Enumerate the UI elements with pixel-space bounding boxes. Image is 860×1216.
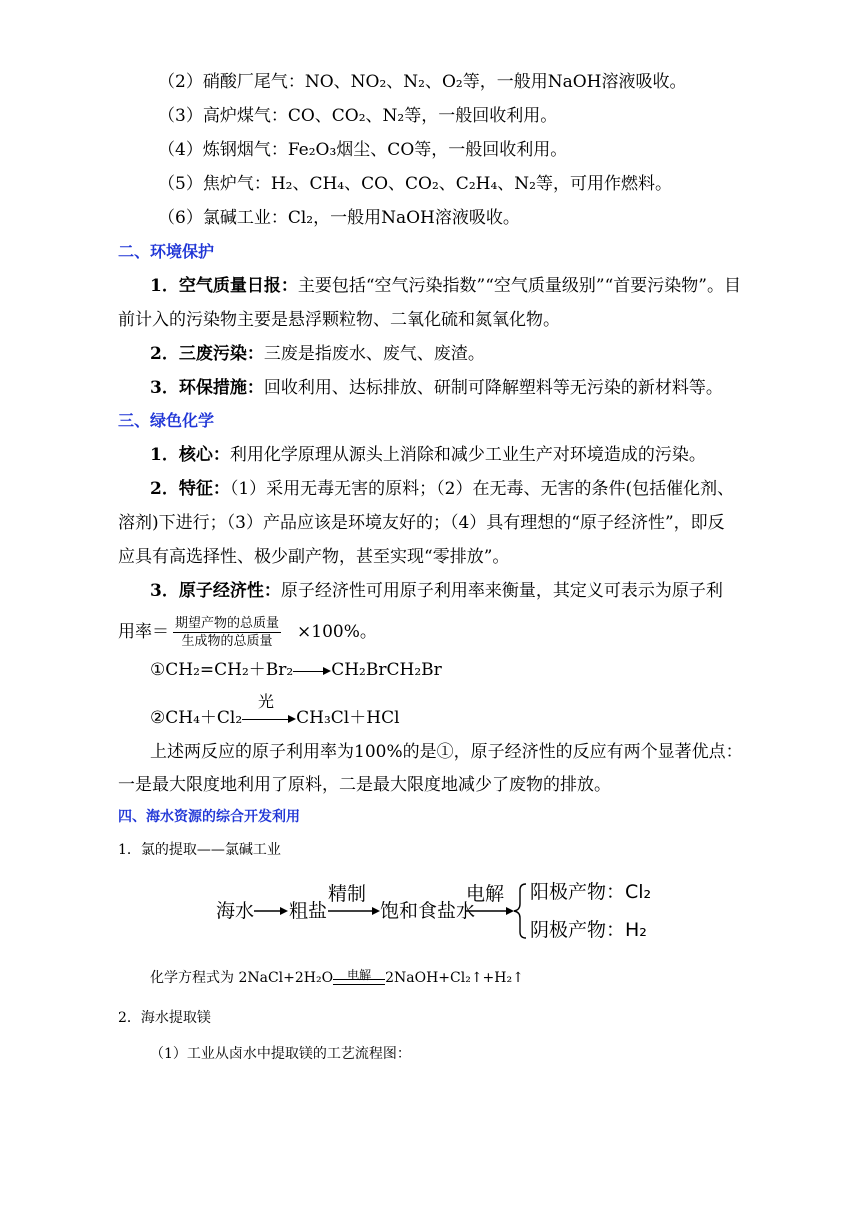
green-point-3-text: 原子经济性可用原子利用率来衡量，其定义可表示为原子利: [280, 581, 723, 601]
magnesium-process-subtitle: （1）工业从卤水中提取镁的工艺流程图：: [150, 1046, 411, 1062]
flow-arrowhead-1: [280, 907, 288, 915]
env-point-3: [150, 376, 723, 400]
equation-equals-sign: [333, 968, 385, 988]
tail-gas-coke: （5）焦炉气：H₂、CH₄、CO、CO₂、C₂H₄、N₂等，可用作燃料。: [158, 174, 672, 194]
reaction-arrow-icon: [293, 665, 331, 677]
flow-label-refine: 精制: [328, 883, 367, 905]
reaction-1-reactants: ①CH₂=CH₂＋Br₂: [150, 660, 294, 680]
flow-brace: [514, 884, 526, 938]
green-point-2-cont2: 应具有高选择性、极少副产物，甚至实现“零排放”。: [118, 547, 510, 567]
reaction-2: [150, 706, 400, 730]
env-point-1-title: 1．空气质量日报：: [150, 276, 298, 296]
reaction-1-products: CH₂BrCH₂Br: [331, 660, 442, 680]
flow-output-cathode: 阴极产物：H₂: [530, 919, 647, 941]
flow-label-electrolysis: 电解: [466, 883, 505, 905]
reaction-1: [150, 658, 442, 682]
chlorine-extraction-title: 1．氯的提取——氯碱工业: [118, 842, 281, 858]
formula-suffix: ×100%。: [297, 622, 377, 642]
env-point-2: [150, 342, 485, 366]
flow-node-crude-salt: 粗盐: [289, 900, 328, 922]
green-point-3: [150, 579, 723, 603]
flow-node-brine: 饱和食盐水: [380, 900, 476, 922]
green-point-3-title: 3．原子经济性：: [150, 581, 281, 601]
chlor-alkali-equation: [150, 966, 524, 990]
green-point-1-title: 1．核心：: [150, 445, 230, 465]
green-point-2-text: （1）采用无毒无害的原料；（2）在无毒、无害的条件(包括催化剂、: [229, 479, 735, 499]
env-point-1-text: 主要包括“空气污染指数”“空气质量级别”“首要污染物”。目: [297, 276, 741, 296]
flow-node-seawater: 海水: [216, 900, 255, 922]
tail-gas-blast-furnace: （3）高炉煤气：CO、CO₂、N₂等，一般回收利用。: [158, 106, 558, 126]
green-point-2-cont1: 溶剂)下进行；（3）产品应该是环境友好的；（4）具有理想的“原子经济性”，即反: [118, 513, 725, 533]
tail-gas-steel: （4）炼钢烟气：Fe₂O₃烟尘、CO等，一般回收利用。: [158, 140, 568, 160]
equation-products: 2NaOH+Cl₂↑+H₂↑: [385, 970, 524, 986]
tail-gas-nitric: （2）硝酸厂尾气：NO、NO₂、N₂、O₂等，一般用NaOH溶液吸收。: [158, 72, 687, 92]
reaction-2-condition: 光: [258, 692, 275, 711]
heading-seawater: 四、海水资源的综合开发利用: [118, 809, 300, 825]
heading-green-chemistry: 三、绿色化学: [118, 411, 215, 430]
equation-reactants: 化学方程式为 2NaCl+2H₂O: [150, 970, 334, 986]
env-point-3-title: 3．环保措施：: [150, 378, 264, 398]
reaction-2-reactants: ②CH₄＋Cl₂: [150, 708, 243, 728]
formula-fraction: [173, 615, 281, 650]
green-point-1: [150, 443, 706, 467]
tail-gas-chlor-alkali: （6）氯碱工业：Cl₂，一般用NaOH溶液吸收。: [158, 208, 520, 228]
reaction-2-products: CH₃Cl＋HCl: [296, 708, 400, 728]
fraction-numerator: 期望产物的总质量: [175, 616, 280, 631]
green-point-2: [150, 477, 734, 501]
flow-output-anode: 阳极产物：Cl₂: [530, 881, 652, 903]
flow-arrowhead-3: [506, 907, 514, 915]
env-point-1: [150, 274, 741, 298]
env-point-3-text: 回收利用、达标排放、研制可降解塑料等无污染的新材料等。: [263, 378, 723, 398]
env-point-2-text: 三废是指废水、废气、废渣。: [263, 344, 485, 364]
atom-utilization-formula: [118, 612, 377, 652]
conclusion-line-2: 一是最大限度地利用了原料，二是最大限度地减少了废物的排放。: [118, 775, 611, 795]
chlor-alkali-flow-diagram: [210, 872, 660, 952]
formula-prefix: 用率＝: [118, 622, 169, 642]
env-point-2-title: 2．三废污染：: [150, 344, 264, 364]
magnesium-extraction-title: 2．海水提取镁: [118, 1010, 211, 1026]
reaction-arrow-icon: [242, 713, 296, 725]
fraction-denominator: 生成物的总质量: [181, 634, 273, 649]
green-point-1-text: 利用化学原理从源头上消除和减少工业生产对环境造成的污染。: [229, 445, 706, 465]
flow-arrowhead-2: [372, 907, 380, 915]
equation-condition: 电解: [347, 968, 372, 982]
conclusion-line-1: 上述两反应的原子利用率为100%的是①，原子经济性的反应有两个显著优点：: [150, 742, 743, 762]
green-point-2-title: 2．特征：: [150, 479, 230, 499]
env-point-1-cont: 前计入的污染物主要是悬浮颗粒物、二氧化硫和氮氧化物。: [118, 310, 560, 330]
heading-environment: 二、环境保护: [118, 242, 215, 261]
